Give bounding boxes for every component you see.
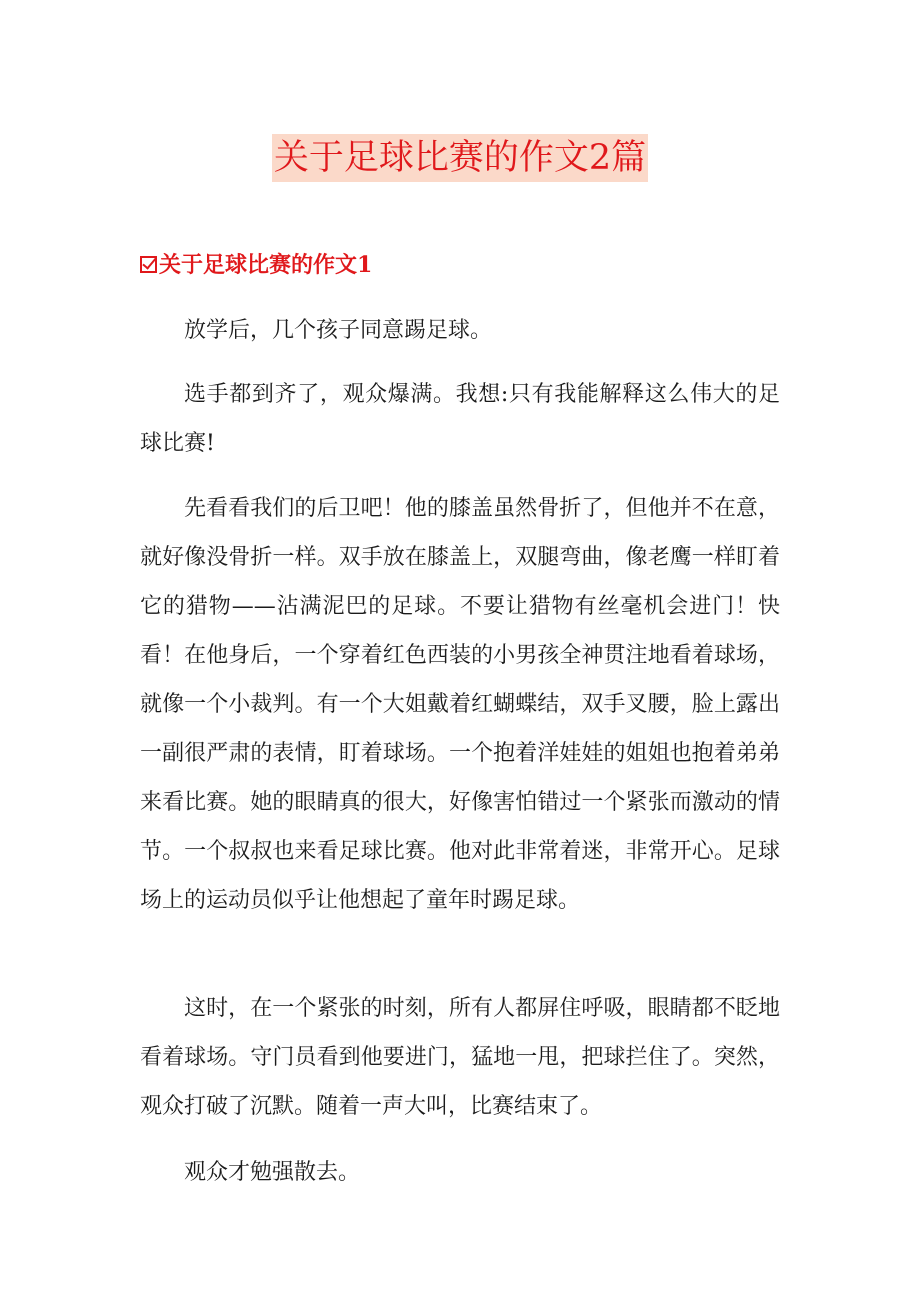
paragraph-text: 放学后，几个孩子同意踢足球。 (184, 318, 493, 343)
paragraph-text: 选手都到齐了，观众爆满。我想:只有我能解释这么伟大的足球比赛! (140, 382, 780, 456)
section-heading-text: 关于足球比赛的作文1 (159, 252, 373, 278)
paragraph-3 (140, 484, 780, 925)
paragraph-text: 先看看我们的后卫吧！他的膝盖虽然骨折了，但他并不在意，就好像没骨折一样。双手放在膝盖上，双腿弯曲，像老鹰一样盯着它的猎物——沾满泥巴的足球。不要让猎物有丝毫机会进门！快看！在他身后，一个穿着红色西装的小男孩全神贯注地看着球场，就像一个小裁判。有一个大姐戴着红蝴蝶结，双手叉腰，脸上露出一副很严肃的表情，盯着球场。一个抱着洋娃娃的姐姐也抱着弟弟来看比赛。她的眼睛真的很大，好像害怕错过一个紧张而激动的情节。一个叔叔也来看足球比赛。他对此非常着迷，非常开心。足球场上的运动员似乎让他想起了童年时踢足球。 (140, 496, 780, 913)
paragraph-1 (140, 306, 780, 355)
paragraph-text: 这时，在一个紧张的时刻，所有人都屏住呼吸，眼睛都不眨地看着球场。守门员看到他要进门，猛地一甩，把球拦住了。突然，观众打破了沉默。随着一声大叫，比赛结束了。 (140, 996, 780, 1119)
paragraph-4 (140, 984, 780, 1131)
checkbox-checked-icon (140, 256, 157, 273)
paragraph-5 (140, 1148, 780, 1197)
paragraph-text: 观众才勉强散去。 (184, 1160, 361, 1185)
document-title: 关于足球比赛的作文2篇 (272, 134, 648, 182)
paragraph-2 (140, 370, 780, 468)
section-heading (140, 250, 372, 280)
title-container (0, 134, 920, 182)
